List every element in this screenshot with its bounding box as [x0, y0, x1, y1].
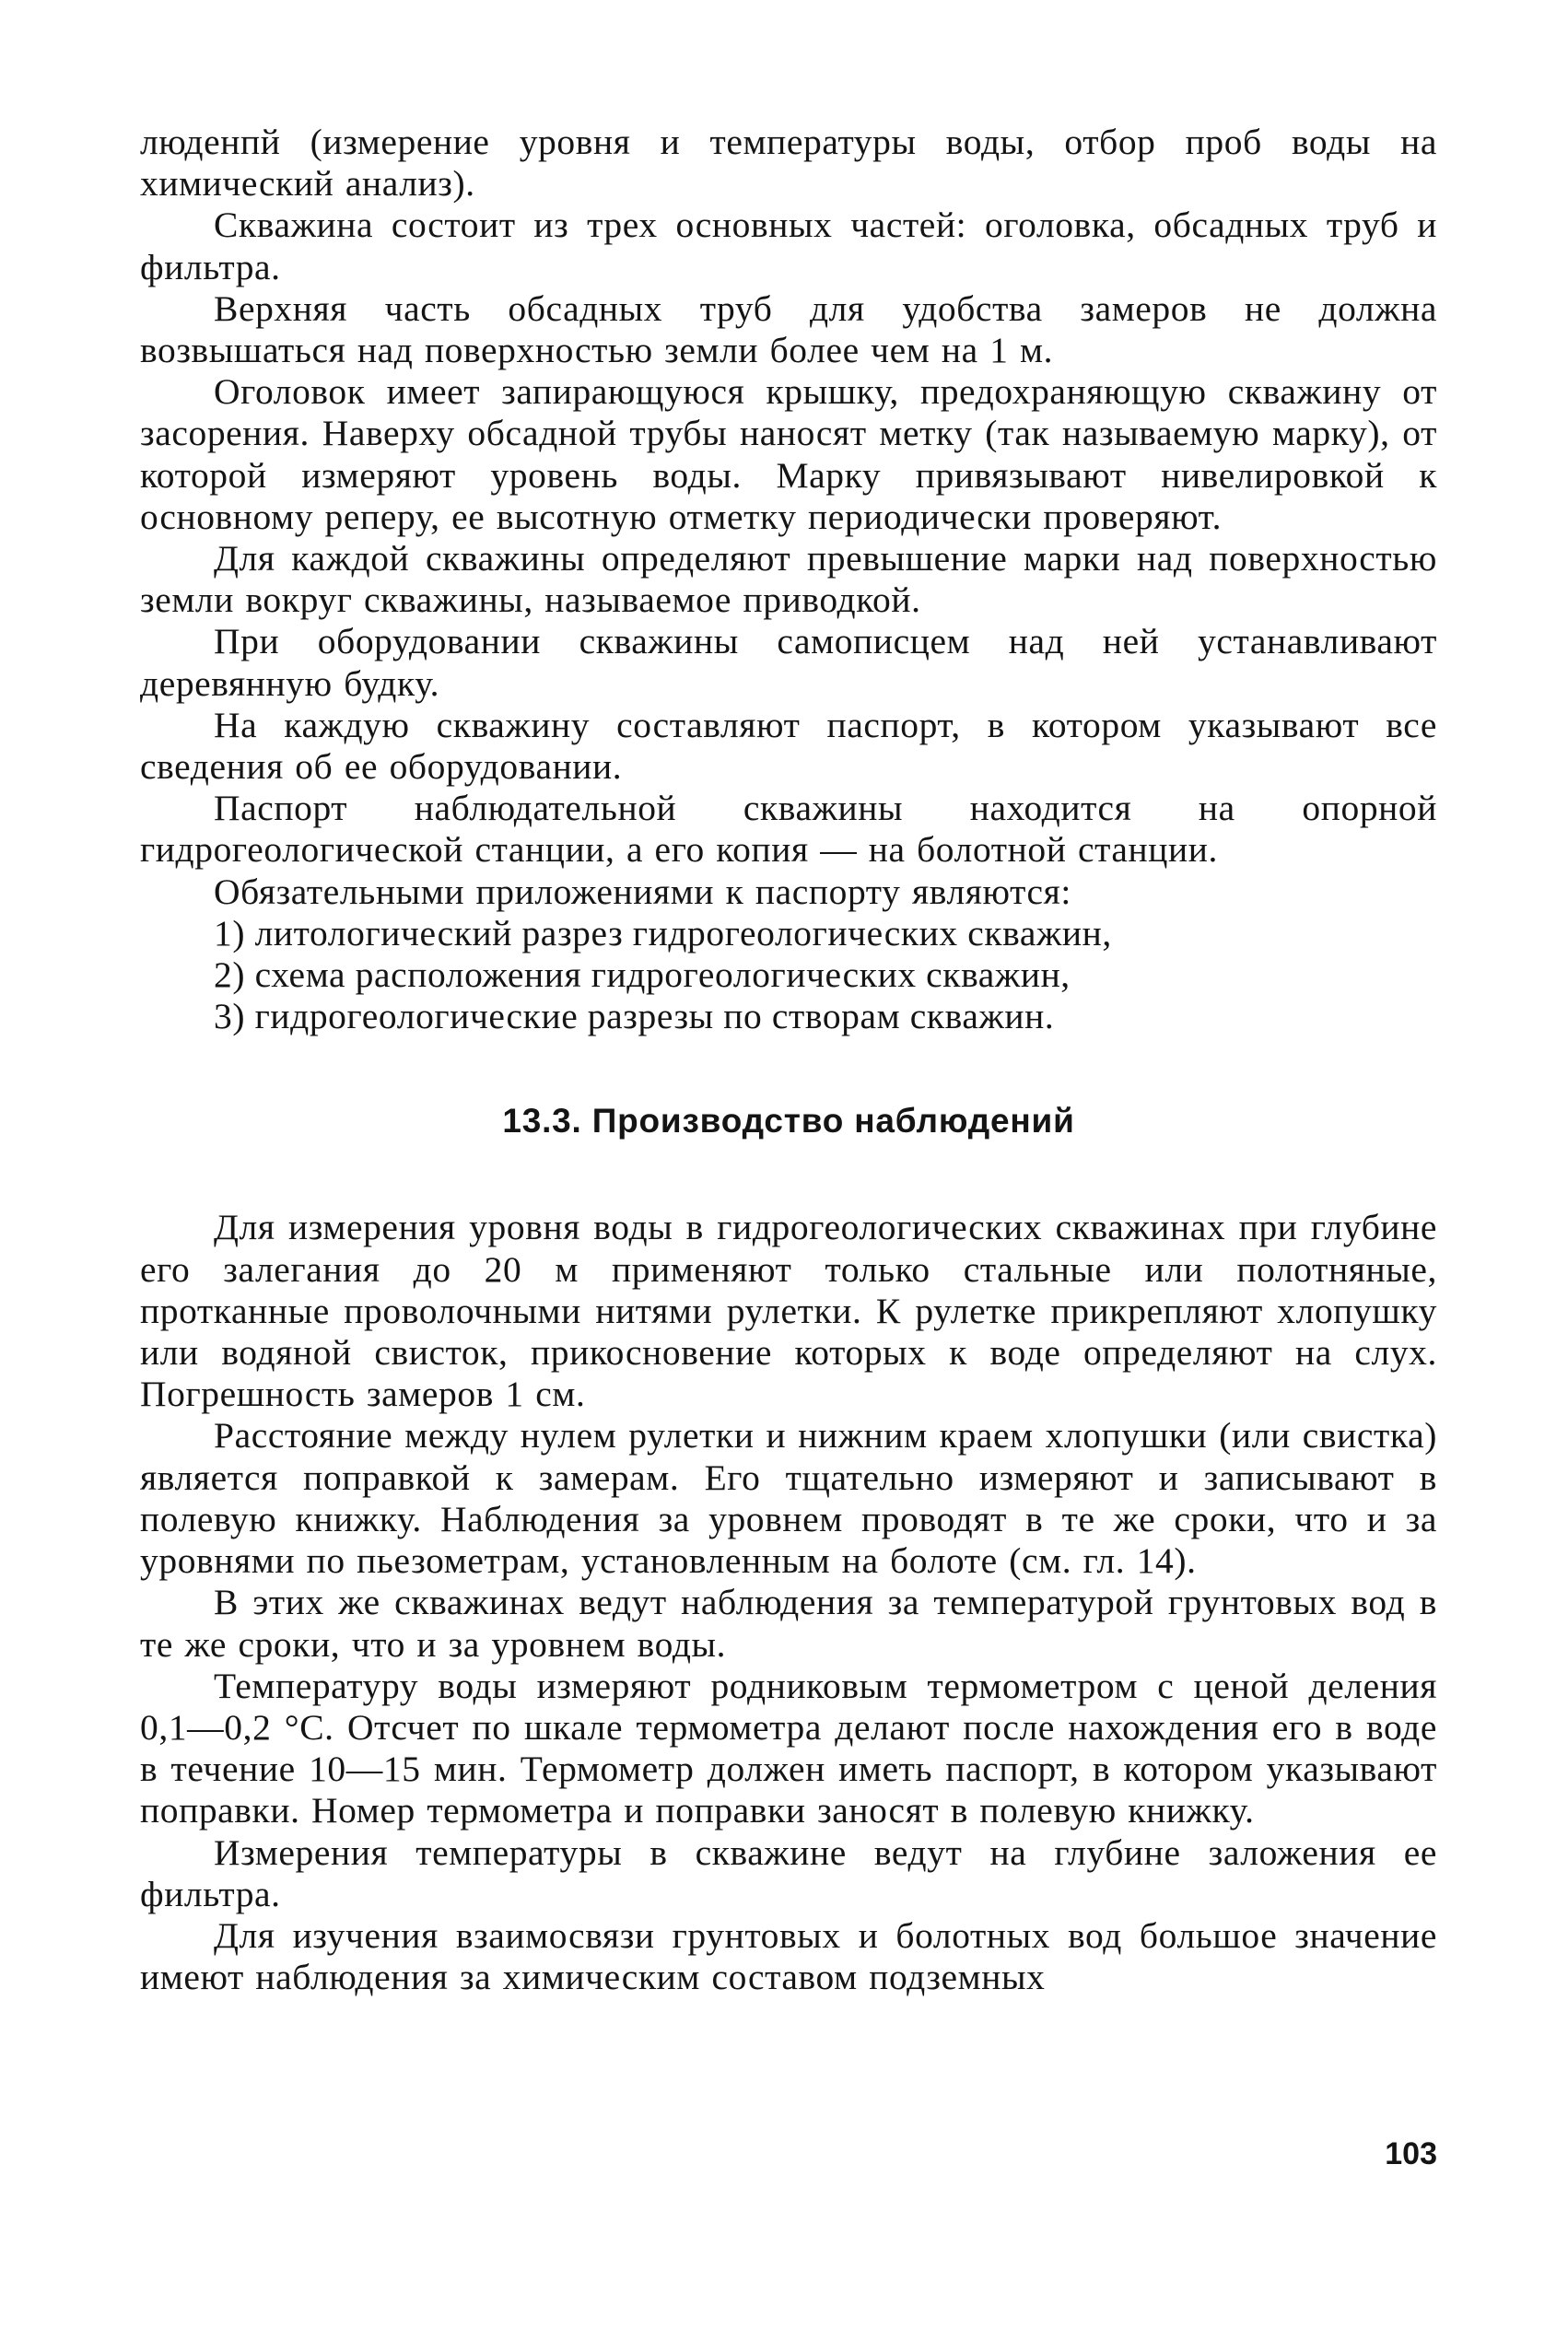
paragraph: В этих же скважинах ведут наблюдения за температурой грунтовых вод в те же сроки, что и за уровнем воды.: [140, 1582, 1437, 1665]
paragraph: люденпй (измерение уровня и температуры воды, отбор проб воды на химический анализ).: [140, 122, 1437, 205]
list-item: 1) литологический разрез гидрогеологических скважин,: [214, 912, 1112, 953]
appendix-list: [140, 913, 1437, 1038]
paragraph: Измерения температуры в скважине ведут на глубине заложения ее фильтра.: [140, 1831, 1437, 1914]
paragraph: При оборудовании скважины самописцем над ней устанавливают деревянную будку.: [140, 621, 1437, 704]
paragraph: Верхняя часть обсадных труб для удобства замеров не должна возвышаться над поверхностью земли более чем на 1 м.: [140, 287, 1437, 371]
list-item: 2) схема расположения гидрогеологических скважин,: [214, 954, 1071, 996]
paragraph: На каждую скважину составляют паспорт, в котором указывают все сведения об ее оборудовании.: [140, 704, 1437, 788]
paragraph: Обязательными приложениями к паспорту являются:: [214, 871, 1071, 912]
section-title: 13.3. Производство наблюдений: [502, 1102, 1075, 1141]
paragraph: Для измерения уровня воды в гидрогеологических скважинах при глубине его залегания до 20 м применяют только стальные или полотняные, протканные проволочными нитями рулетки. К рулетке прикрепляют хлопушку или водяной свисток, прикосновение которых к воде определяют на слух. Погрешность замеров 1 см.: [140, 1207, 1437, 1415]
page-body: [140, 122, 1437, 1998]
paragraph: Для изучения взаимосвязи грунтовых и болотных вод большое значение имеют наблюдения за химическим составом подземных: [140, 1914, 1437, 1998]
paragraph: Для каждой скважины определяют превышение марки над поверхностью земли вокруг скважины, называемое приводкой.: [140, 538, 1437, 621]
paragraph: Паспорт наблюдательной скважины находится на опорной гидрогеологической станции, а его копия — на болотной станции.: [140, 788, 1437, 871]
list-item: 3) гидрогеологические разрезы по створам скважин.: [214, 996, 1055, 1037]
paragraph: Расстояние между нулем рулетки и нижним краем хлопушки (или свистка) является поправкой к замерам. Его тщательно измеряют и записывают в полевую книжку. Наблюдения за уровнем проводят в те же сроки, что и за уровнями по пьезометрам, установленным на болоте (см. гл. 14).: [140, 1415, 1437, 1582]
paragraph: Скважина состоит из трех основных частей: оголовка, обсадных труб и фильтра.: [140, 205, 1437, 287]
page-number: 103: [1385, 2136, 1437, 2171]
paragraph: Температуру воды измеряют родниковым термометром с ценой деления 0,1—0,2 °С. Отсчет по шкале термометра делают после нахождения его в воде в течение 10—15 мин. Термометр должен иметь паспорт, в котором указывают поправки. Номер термометра и поправки заносят в полевую книжку.: [140, 1665, 1437, 1831]
paragraph: Оголовок имеет запирающуюся крышку, предохраняющую скважину от засорения. Наверху обсадной трубы наносят метку (так называемую марку), от которой измеряют уровень воды. Марку привязывают нивелировкой к основному реперу, ее высотную отметку периодически проверяют.: [140, 371, 1437, 537]
